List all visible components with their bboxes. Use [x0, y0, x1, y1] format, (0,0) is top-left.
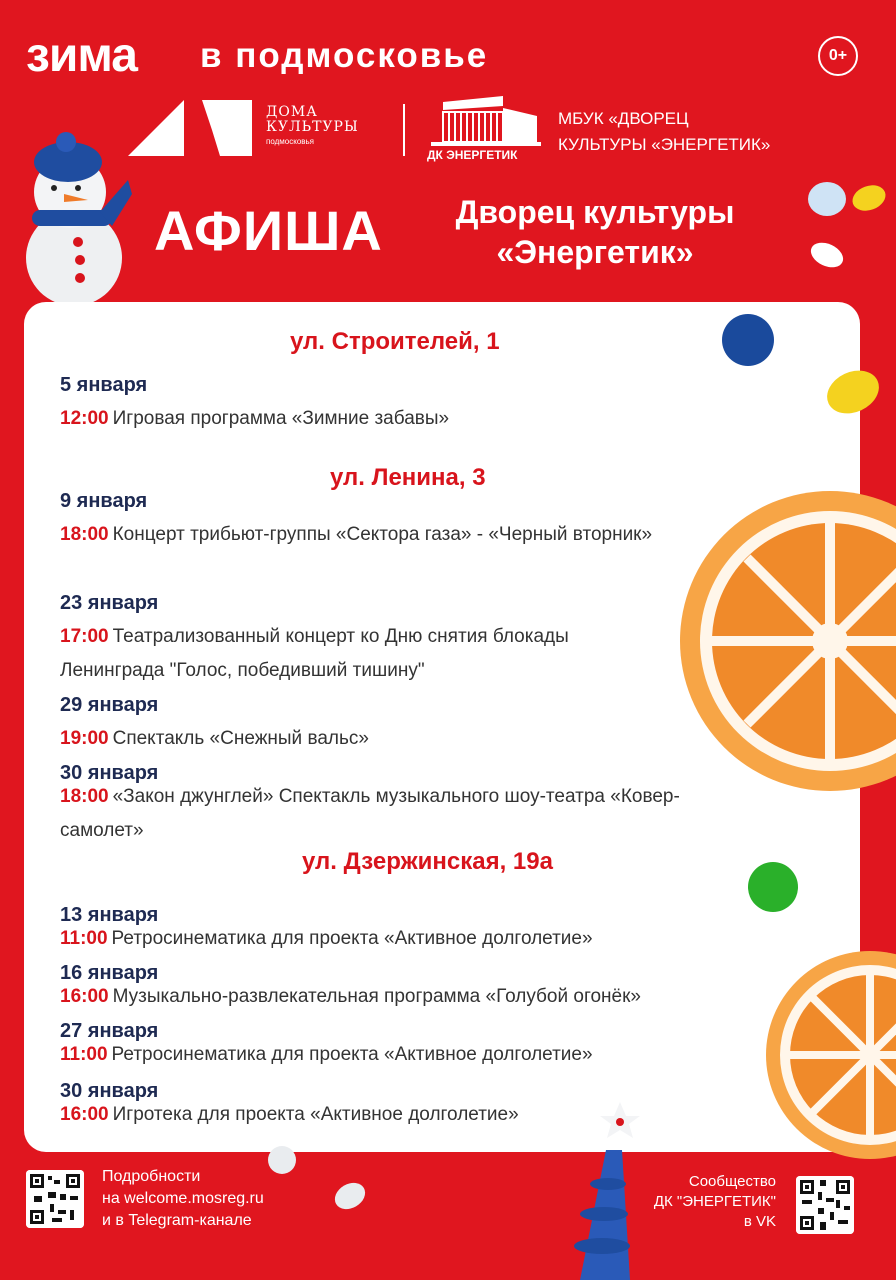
event-date: 23 января — [60, 592, 159, 614]
footer-left-line2[interactable]: на welcome.mosreg.ru — [102, 1190, 264, 1207]
event-item — [60, 780, 700, 848]
confetti-dot — [808, 182, 846, 216]
event-title: Концерт трибьют-группы «Сектора газа» - «Черный вторник» — [112, 524, 653, 545]
footer-more-info — [102, 1166, 264, 1232]
venue-line2: «Энергетик» — [496, 234, 694, 270]
confetti-dot — [849, 181, 889, 215]
event-title: «Закон джунглей» Спектакль музыкального шоу-театра «Ковер-самолет» — [60, 786, 680, 841]
logo-dk-line3: подмосковья — [266, 137, 315, 147]
event-item — [60, 518, 680, 552]
event-date: 27 января — [60, 1020, 159, 1042]
event-item — [60, 922, 760, 956]
confetti-dot — [722, 314, 774, 366]
event-time: 18:00 — [60, 524, 109, 545]
snowman-icon — [8, 130, 134, 306]
qr-code-icon[interactable] — [26, 1170, 84, 1228]
event-date: 5 января — [60, 374, 148, 396]
confetti-dot — [748, 862, 798, 912]
confetti-dot — [268, 1146, 296, 1174]
orange-slice-icon — [760, 950, 896, 1160]
event-date: 30 января — [60, 762, 159, 784]
event-title: Спектакль «Снежный вальс» — [112, 728, 369, 749]
event-title: Игровая программа «Зимние забавы» — [112, 408, 450, 429]
event-date: 30 января — [60, 1080, 159, 1102]
footer-right-line3: в VK — [743, 1213, 776, 1230]
brand-podmoskovye: в подмосковье — [200, 36, 489, 75]
footer-vk-community — [600, 1172, 776, 1232]
event-date: 29 января — [60, 694, 159, 716]
event-time: 16:00 — [60, 986, 109, 1007]
venue-line1: Дворец культуры — [455, 194, 735, 230]
section-address: ул. Ленина, 3 — [330, 464, 486, 491]
event-item — [60, 620, 660, 688]
organization-name — [558, 106, 770, 157]
venue-title — [420, 192, 770, 272]
event-date: 16 января — [60, 962, 159, 984]
event-time: 11:00 — [60, 1044, 108, 1065]
afisha-title: АФИША — [154, 199, 383, 262]
event-date: 13 января — [60, 904, 159, 926]
doma-kultury-logo-icon — [128, 100, 252, 158]
event-time: 16:00 — [60, 1104, 109, 1125]
event-title: Театрализованный концерт ко Дню снятия блокады Ленинграда "Голос, победивший тишину" — [60, 626, 569, 681]
footer-right-line2: ДК "ЭНЕРГЕТИК" — [653, 1193, 776, 1210]
event-title: Игротека для проекта «Активное долголетие» — [112, 1104, 519, 1125]
event-item — [60, 722, 720, 756]
section-address: ул. Дзержинская, 19а — [302, 848, 553, 875]
event-title: Ретросинематика для проекта «Активное долголетие» — [111, 1044, 593, 1065]
logo-divider — [403, 104, 405, 156]
confetti-dot — [807, 238, 847, 272]
event-item — [60, 1038, 760, 1072]
section-address: ул. Строителей, 1 — [290, 328, 500, 355]
event-title: Музыкально-развлекательная программа «Голубой огонёк» — [112, 986, 641, 1007]
doma-kultury-logo-text — [266, 105, 359, 147]
event-time: 18:00 — [60, 786, 109, 807]
event-time: 12:00 — [60, 408, 109, 429]
org-line1: МБУК «ДВОРЕЦ — [558, 109, 689, 128]
energetik-logo-label: ДК ЭНЕРГЕТИК — [427, 148, 518, 162]
logo-dk-line1: ДОМА — [266, 104, 318, 120]
event-date: 9 января — [60, 490, 148, 512]
logo-dk-line2: КУЛЬТУРЫ — [266, 118, 359, 135]
event-time: 11:00 — [60, 928, 108, 949]
confetti-dot — [330, 1178, 370, 1215]
event-title: Ретросинематика для проекта «Активное долголетие» — [111, 928, 593, 949]
event-time: 19:00 — [60, 728, 109, 749]
event-item — [60, 980, 780, 1014]
org-line2: КУЛЬТУРЫ «ЭНЕРГЕТИК» — [558, 134, 771, 154]
age-rating-badge: 0+ — [818, 36, 858, 76]
footer-left-line3: и в Telegram-канале — [102, 1212, 252, 1229]
qr-code-icon[interactable] — [796, 1176, 854, 1234]
footer-right-line1: Сообщество — [688, 1173, 776, 1190]
orange-slice-icon — [680, 476, 896, 806]
event-time: 17:00 — [60, 626, 109, 647]
brand-zima: зима — [26, 29, 137, 82]
event-item — [60, 402, 720, 436]
footer-left-line1: Подробности — [102, 1168, 201, 1185]
